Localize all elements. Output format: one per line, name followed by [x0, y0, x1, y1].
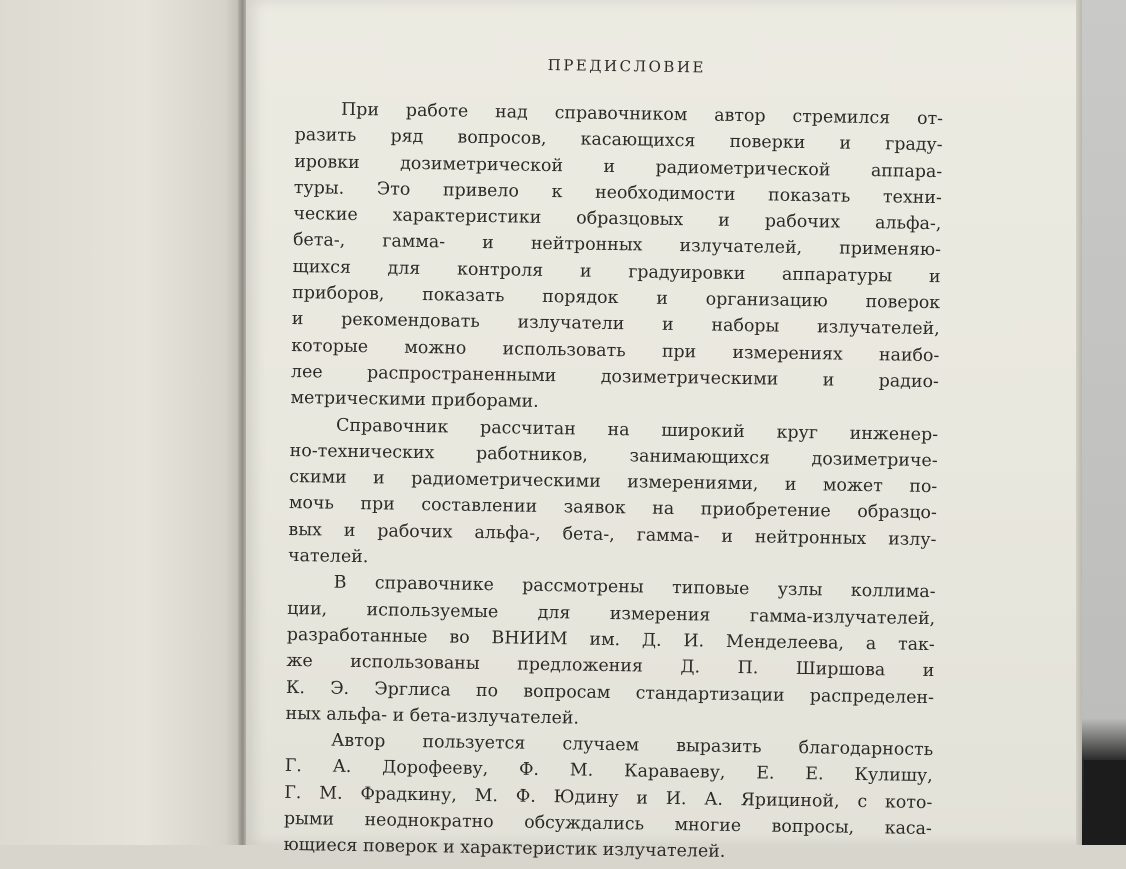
text-line: которые можно использовать при измерениях наибо-	[291, 335, 940, 366]
text-line: но-технических работников, занимающихся дозиметриче-	[289, 440, 938, 471]
background-shadow	[1084, 760, 1126, 845]
paragraph-4	[283, 727, 933, 869]
text-line: Автор пользуется случаем выразить благодарность	[331, 730, 934, 761]
page-title: ПРЕДИСЛОВИЕ	[547, 55, 707, 77]
paragraph-3	[285, 569, 935, 737]
text-line: бета-, гамма- и нейтронных излучателей, применяю-	[292, 230, 942, 261]
text-line: ировки дозиметрической и радиометрической аппара-	[294, 151, 943, 182]
text-line: В справочнике рассмотрены типовые узлы коллима-	[333, 573, 936, 603]
paragraph-1	[290, 96, 943, 422]
preface-text	[283, 52, 944, 869]
text-line: метрическими приборами.	[290, 388, 539, 413]
text-line: и рекомендовать излучатели и наборы излучателей,	[291, 309, 940, 340]
text-line: лее распространенными дозиметрическими и радио-	[290, 361, 940, 393]
text-line: рыми неоднократно обсуждались многие вопросы, каса-	[283, 808, 933, 840]
text-line: мочь при составлении заявок на приобретение образцо-	[288, 493, 937, 524]
text-line: вых и рабочих альфа-, бета-, гамма- и нейтронных излу-	[288, 519, 937, 550]
text-line: щихся для контроля и градуировки аппаратуры и	[292, 256, 941, 287]
text-line: Г. М. Фрадкину, М. Ф. Юдину и И. А. Ярициной, с кото-	[284, 782, 933, 813]
text-line: ческие характеристики образцовых и рабочих альфа-,	[293, 204, 942, 235]
text-line: Справочник рассчитан на широкий круг инженер-	[335, 415, 939, 445]
text-line: приборов, показать порядок и организацию поверок	[292, 283, 941, 314]
text-line: ных альфа- и бета-излучателей.	[285, 703, 580, 729]
text-line: Г. А. Дорофееву, Ф. М. Караваеву, Е. Е. Кулишу,	[284, 756, 933, 787]
background-surface	[1082, 0, 1126, 845]
text-line: же использованы предложения Д. П. Ширшова и	[286, 651, 935, 682]
paragraph-2	[288, 412, 938, 580]
text-line: скими и радиометрическими измерениями, и может по-	[289, 467, 938, 498]
text-line: туры. Это привело к необходимости показать техни-	[293, 177, 942, 209]
text-line: ции, используемые для измерения гамма-излучателей,	[287, 598, 936, 629]
left-page	[0, 0, 244, 845]
text-line: чателей.	[287, 545, 369, 568]
text-line: ющиеся поверок и характеристик излучателей.	[283, 835, 726, 863]
text-line: При работе над справочником автор стремился от-	[340, 99, 944, 130]
text-line: разить ряд вопросов, касающихся поверки и граду-	[294, 125, 943, 156]
text-line: разработанные во ВНИИМ им. Д. И. Менделеева, а так-	[286, 624, 935, 656]
text-line: К. Э. Эрглиса по вопросам стандартизации распределен-	[285, 677, 935, 708]
